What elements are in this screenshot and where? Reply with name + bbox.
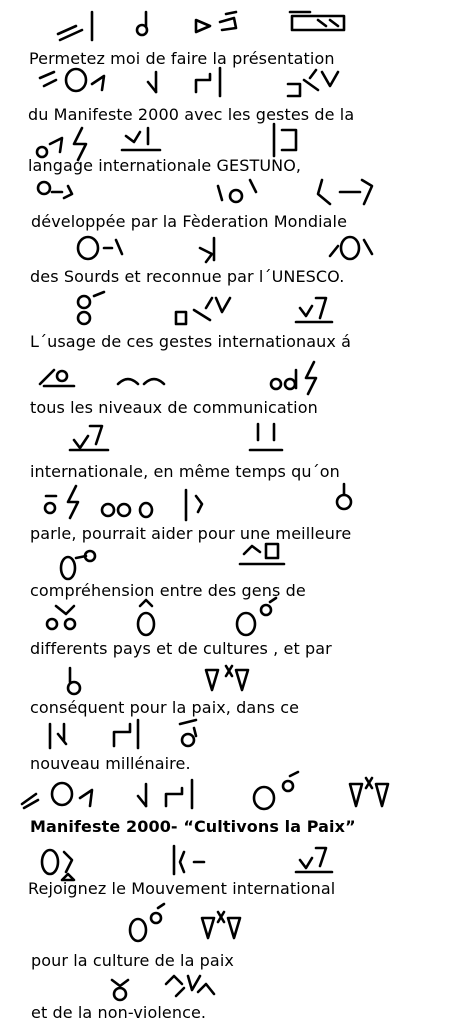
- gesture-glyph: [114, 720, 138, 748]
- gesture-glyph: [122, 128, 160, 150]
- manifesto-line: des Sourds et reconnue par l´UNESCO.: [30, 267, 345, 286]
- gesture-glyph: [180, 720, 196, 746]
- gesture-glyph: [274, 124, 296, 156]
- manifesto-line: langage internationale GESTUNO,: [28, 156, 302, 175]
- gesture-glyph: [174, 846, 204, 874]
- manifesto-line: tous les niveaux de communication: [30, 398, 318, 417]
- gesture-glyph: [330, 237, 372, 259]
- gesture-glyph: [200, 238, 214, 262]
- gesture-glyph: [250, 424, 282, 450]
- manifesto-line: du Manifeste 2000 avec les gestes de la: [28, 105, 355, 124]
- gesture-glyph: [137, 12, 147, 35]
- gesture-glyph: [271, 362, 316, 394]
- gesture-glyph: [118, 379, 164, 384]
- gesture-glyph: [254, 772, 298, 809]
- gesture-glyph: [176, 298, 230, 324]
- manifesto-line: internationale, en même temps qu´on: [30, 462, 340, 481]
- gesture-glyph: [350, 778, 388, 806]
- gesture-glyph: [138, 600, 154, 635]
- gesture-glyph: [40, 370, 74, 386]
- manifesto-title: Manifeste 2000- “Cultivons la Paix”: [30, 817, 356, 836]
- manifesto-line: L´usage de ces gestes internationaux á: [30, 332, 352, 351]
- gesture-glyph: [78, 237, 122, 259]
- gesture-glyph: [148, 72, 156, 92]
- manifesto-line: parle, pourrait aider pour une meilleure: [30, 524, 352, 543]
- gesture-glyph: [68, 668, 80, 694]
- gesture-glyph: [78, 292, 104, 324]
- manifesto-line: Permetez moi de faire la présentation: [29, 49, 335, 68]
- gesture-glyph: [337, 484, 351, 509]
- gesture-glyph: [70, 426, 108, 450]
- manifesto-line: nouveau millénaire.: [30, 754, 191, 773]
- gesture-glyph: [288, 70, 338, 96]
- manifesto-line: differents pays et de cultures , et par: [30, 639, 332, 658]
- gesture-glyph: [112, 980, 128, 1000]
- gesture-glyph: [138, 784, 146, 806]
- gesture-glyph: [22, 783, 92, 808]
- gesture-glyph: [47, 606, 75, 629]
- gesture-glyph: [202, 912, 240, 938]
- gesture-glyph: [296, 848, 332, 872]
- gesture-glyph: [290, 12, 344, 30]
- manifesto-line: Rejoignez le Mouvement international: [28, 879, 336, 898]
- gesture-glyph: [38, 182, 72, 198]
- gesture-glyph: [42, 850, 74, 880]
- gesture-glyph: [237, 598, 276, 635]
- gesture-glyph: [58, 12, 92, 40]
- gesture-glyph: [196, 68, 220, 96]
- gesture-glyph: [102, 503, 152, 517]
- manifesto-line: pour la culture de la paix: [31, 951, 234, 970]
- gesture-glyph: [318, 180, 372, 204]
- gesture-glyph: [166, 976, 214, 996]
- gesture-glyph: [130, 904, 164, 941]
- gesture-glyph: [218, 180, 256, 202]
- gesture-glyph: [45, 486, 78, 518]
- gesture-glyph: [166, 780, 192, 808]
- manifesto-line: et de la non-violence.: [31, 1003, 207, 1022]
- gesture-glyph: [40, 69, 104, 91]
- gesture-glyph: [50, 724, 66, 748]
- manifesto-line: développée par la Fèderation Mondiale: [31, 212, 348, 231]
- gesture-glyph: [206, 666, 248, 690]
- gesture-glyph: [186, 490, 202, 520]
- manifesto-line: compréhension entre des gens de: [30, 581, 306, 600]
- gesture-glyph: [296, 298, 332, 322]
- gesture-glyph: [240, 544, 284, 564]
- gesture-glyph: [61, 551, 95, 579]
- manifesto-line: conséquent pour la paix, dans ce: [30, 698, 300, 717]
- gesture-glyph: [196, 12, 236, 32]
